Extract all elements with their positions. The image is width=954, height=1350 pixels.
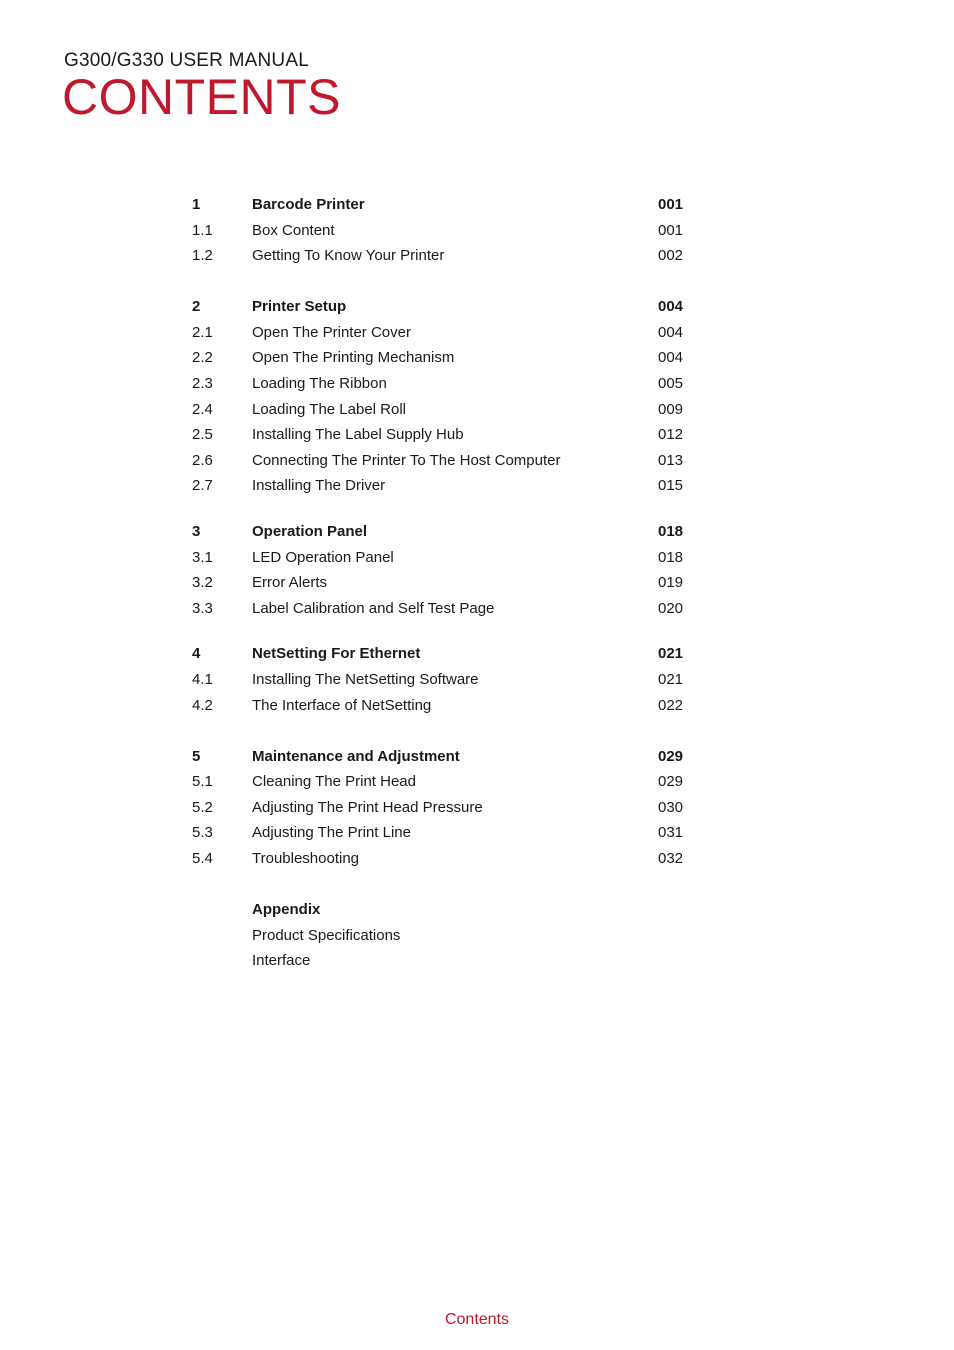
page-footer: Contents (444, 1311, 510, 1328)
toc-entry-row[interactable] (192, 345, 692, 371)
toc-page-number: 004 (658, 298, 684, 316)
toc-page-number: 012 (658, 426, 684, 444)
toc-title: Adjusting The Print Head Pressure (252, 798, 483, 816)
toc-title: Loading The Label Roll (252, 400, 407, 418)
page-title: CONTENTS (62, 69, 341, 125)
toc-title: Cleaning The Print Head (252, 773, 416, 791)
toc-entry-row[interactable] (192, 448, 692, 474)
toc-entry-row[interactable] (192, 397, 692, 423)
toc-chapter-row[interactable] (192, 192, 692, 218)
toc-title: Barcode Printer (252, 196, 365, 213)
toc-page-number: 031 (658, 824, 684, 842)
toc-page-number: 021 (658, 645, 684, 663)
toc-spacer (192, 621, 692, 641)
toc-entry-row[interactable] (192, 320, 692, 346)
toc-page-number: 005 (658, 375, 684, 393)
toc-spacer (192, 718, 692, 744)
toc-page-number: 002 (658, 247, 684, 265)
toc-title: Loading The Ribbon (252, 375, 387, 393)
toc-title: Appendix (252, 901, 321, 919)
toc-number: 5.4 (192, 850, 213, 868)
toc-page-number: 004 (658, 323, 684, 341)
toc-chapter-row[interactable] (192, 294, 692, 320)
toc-number: 5.2 (192, 798, 213, 816)
toc-entry-row[interactable] (192, 371, 692, 397)
toc-page-number: 020 (658, 599, 684, 617)
toc-title: Installing The Label Supply Hub (252, 426, 464, 444)
toc-page-number: 018 (658, 523, 684, 541)
toc-number: 3.3 (192, 599, 213, 617)
toc-number: 5.1 (192, 773, 213, 791)
toc-title: Error Alerts (252, 574, 328, 592)
toc-chapter-row[interactable] (192, 641, 692, 667)
toc-entry-row[interactable] (192, 243, 692, 269)
toc-number: 4.1 (192, 671, 213, 688)
toc-number: 5.3 (192, 824, 213, 842)
toc-entry-row[interactable] (192, 667, 692, 693)
toc-entry-row[interactable] (192, 846, 692, 872)
toc-page-number: 001 (658, 221, 684, 239)
toc-number: 1.2 (192, 247, 213, 265)
toc-page-number: 029 (658, 747, 684, 765)
toc-title: Printer Setup (252, 298, 347, 316)
toc-entry-row[interactable] (192, 218, 692, 244)
toc-page-number: 021 (658, 671, 684, 688)
toc-title: Installing The NetSetting Software (252, 671, 479, 688)
toc-page-number: 018 (658, 548, 684, 566)
toc-chapter-row[interactable] (192, 744, 692, 770)
toc-title: Product Specifications (252, 926, 401, 944)
toc-title: Adjusting The Print Line (252, 824, 411, 842)
toc-entry-row[interactable] (192, 820, 692, 846)
manual-subtitle: G300/G330 USER MANUAL (64, 50, 309, 71)
toc-entry-row[interactable] (192, 473, 692, 499)
toc-entry-row[interactable] (192, 570, 692, 596)
toc-page-number: 015 (658, 477, 684, 495)
toc-entry-row[interactable] (192, 693, 692, 719)
toc-number: 1 (192, 196, 201, 213)
toc-appendix-heading[interactable] (192, 897, 692, 923)
toc-spacer (192, 499, 692, 519)
toc-number: 2.2 (192, 349, 213, 367)
toc-title: Open The Printing Mechanism (252, 349, 455, 367)
toc-page-number: 019 (658, 574, 684, 592)
toc-page-number: 004 (658, 349, 684, 367)
toc-title: Open The Printer Cover (252, 323, 411, 341)
toc-page-number: 032 (658, 850, 684, 868)
toc-title: Operation Panel (252, 523, 368, 541)
toc-number: 1.1 (192, 221, 213, 239)
toc-entry-row[interactable] (192, 795, 692, 821)
toc-title: NetSetting For Ethernet (252, 645, 421, 663)
toc-number: 3.1 (192, 548, 213, 566)
toc-entry-row[interactable] (192, 545, 692, 571)
toc-number: 2.5 (192, 426, 213, 444)
toc-number: 4 (192, 645, 201, 663)
toc-page-number: 022 (658, 696, 684, 714)
toc-number: 3 (192, 523, 201, 541)
toc-chapter-row[interactable] (192, 519, 692, 545)
toc-title: Installing The Driver (252, 477, 386, 495)
toc-page-number: 013 (658, 451, 684, 469)
toc-title: LED Operation Panel (252, 548, 394, 566)
toc-appendix-item[interactable] (192, 923, 692, 949)
toc-number: 3.2 (192, 574, 213, 592)
toc-page-number: 029 (658, 773, 684, 791)
toc-number: 5 (192, 747, 201, 765)
toc-spacer (192, 269, 692, 295)
toc-number: 2 (192, 298, 201, 316)
toc-number: 2.6 (192, 451, 213, 469)
toc-number: 2.1 (192, 323, 213, 341)
toc-entry-row[interactable] (192, 422, 692, 448)
toc-number: 2.3 (192, 375, 213, 393)
toc-title: Box Content (252, 221, 335, 239)
toc-title: The Interface of NetSetting (252, 696, 432, 714)
toc-title: Interface (252, 952, 311, 970)
toc-number: 2.4 (192, 400, 213, 418)
toc-title: Maintenance and Adjustment (252, 747, 460, 765)
toc-number: 2.7 (192, 477, 213, 495)
toc-number: 4.2 (192, 696, 213, 714)
toc-page-number: 001 (658, 196, 684, 213)
toc-title: Connecting The Printer To The Host Computer (252, 451, 561, 469)
toc-page-number: 030 (658, 798, 684, 816)
toc-appendix-item[interactable] (192, 948, 692, 974)
toc-page-number: 009 (658, 400, 684, 418)
toc-spacer (192, 872, 692, 898)
toc-title: Getting To Know Your Printer (252, 247, 445, 265)
toc-title: Label Calibration and Self Test Page (252, 599, 495, 617)
table-of-contents (192, 192, 692, 974)
toc-title: Troubleshooting (252, 850, 360, 868)
toc-entry-row[interactable] (192, 596, 692, 622)
toc-entry-row[interactable] (192, 769, 692, 795)
